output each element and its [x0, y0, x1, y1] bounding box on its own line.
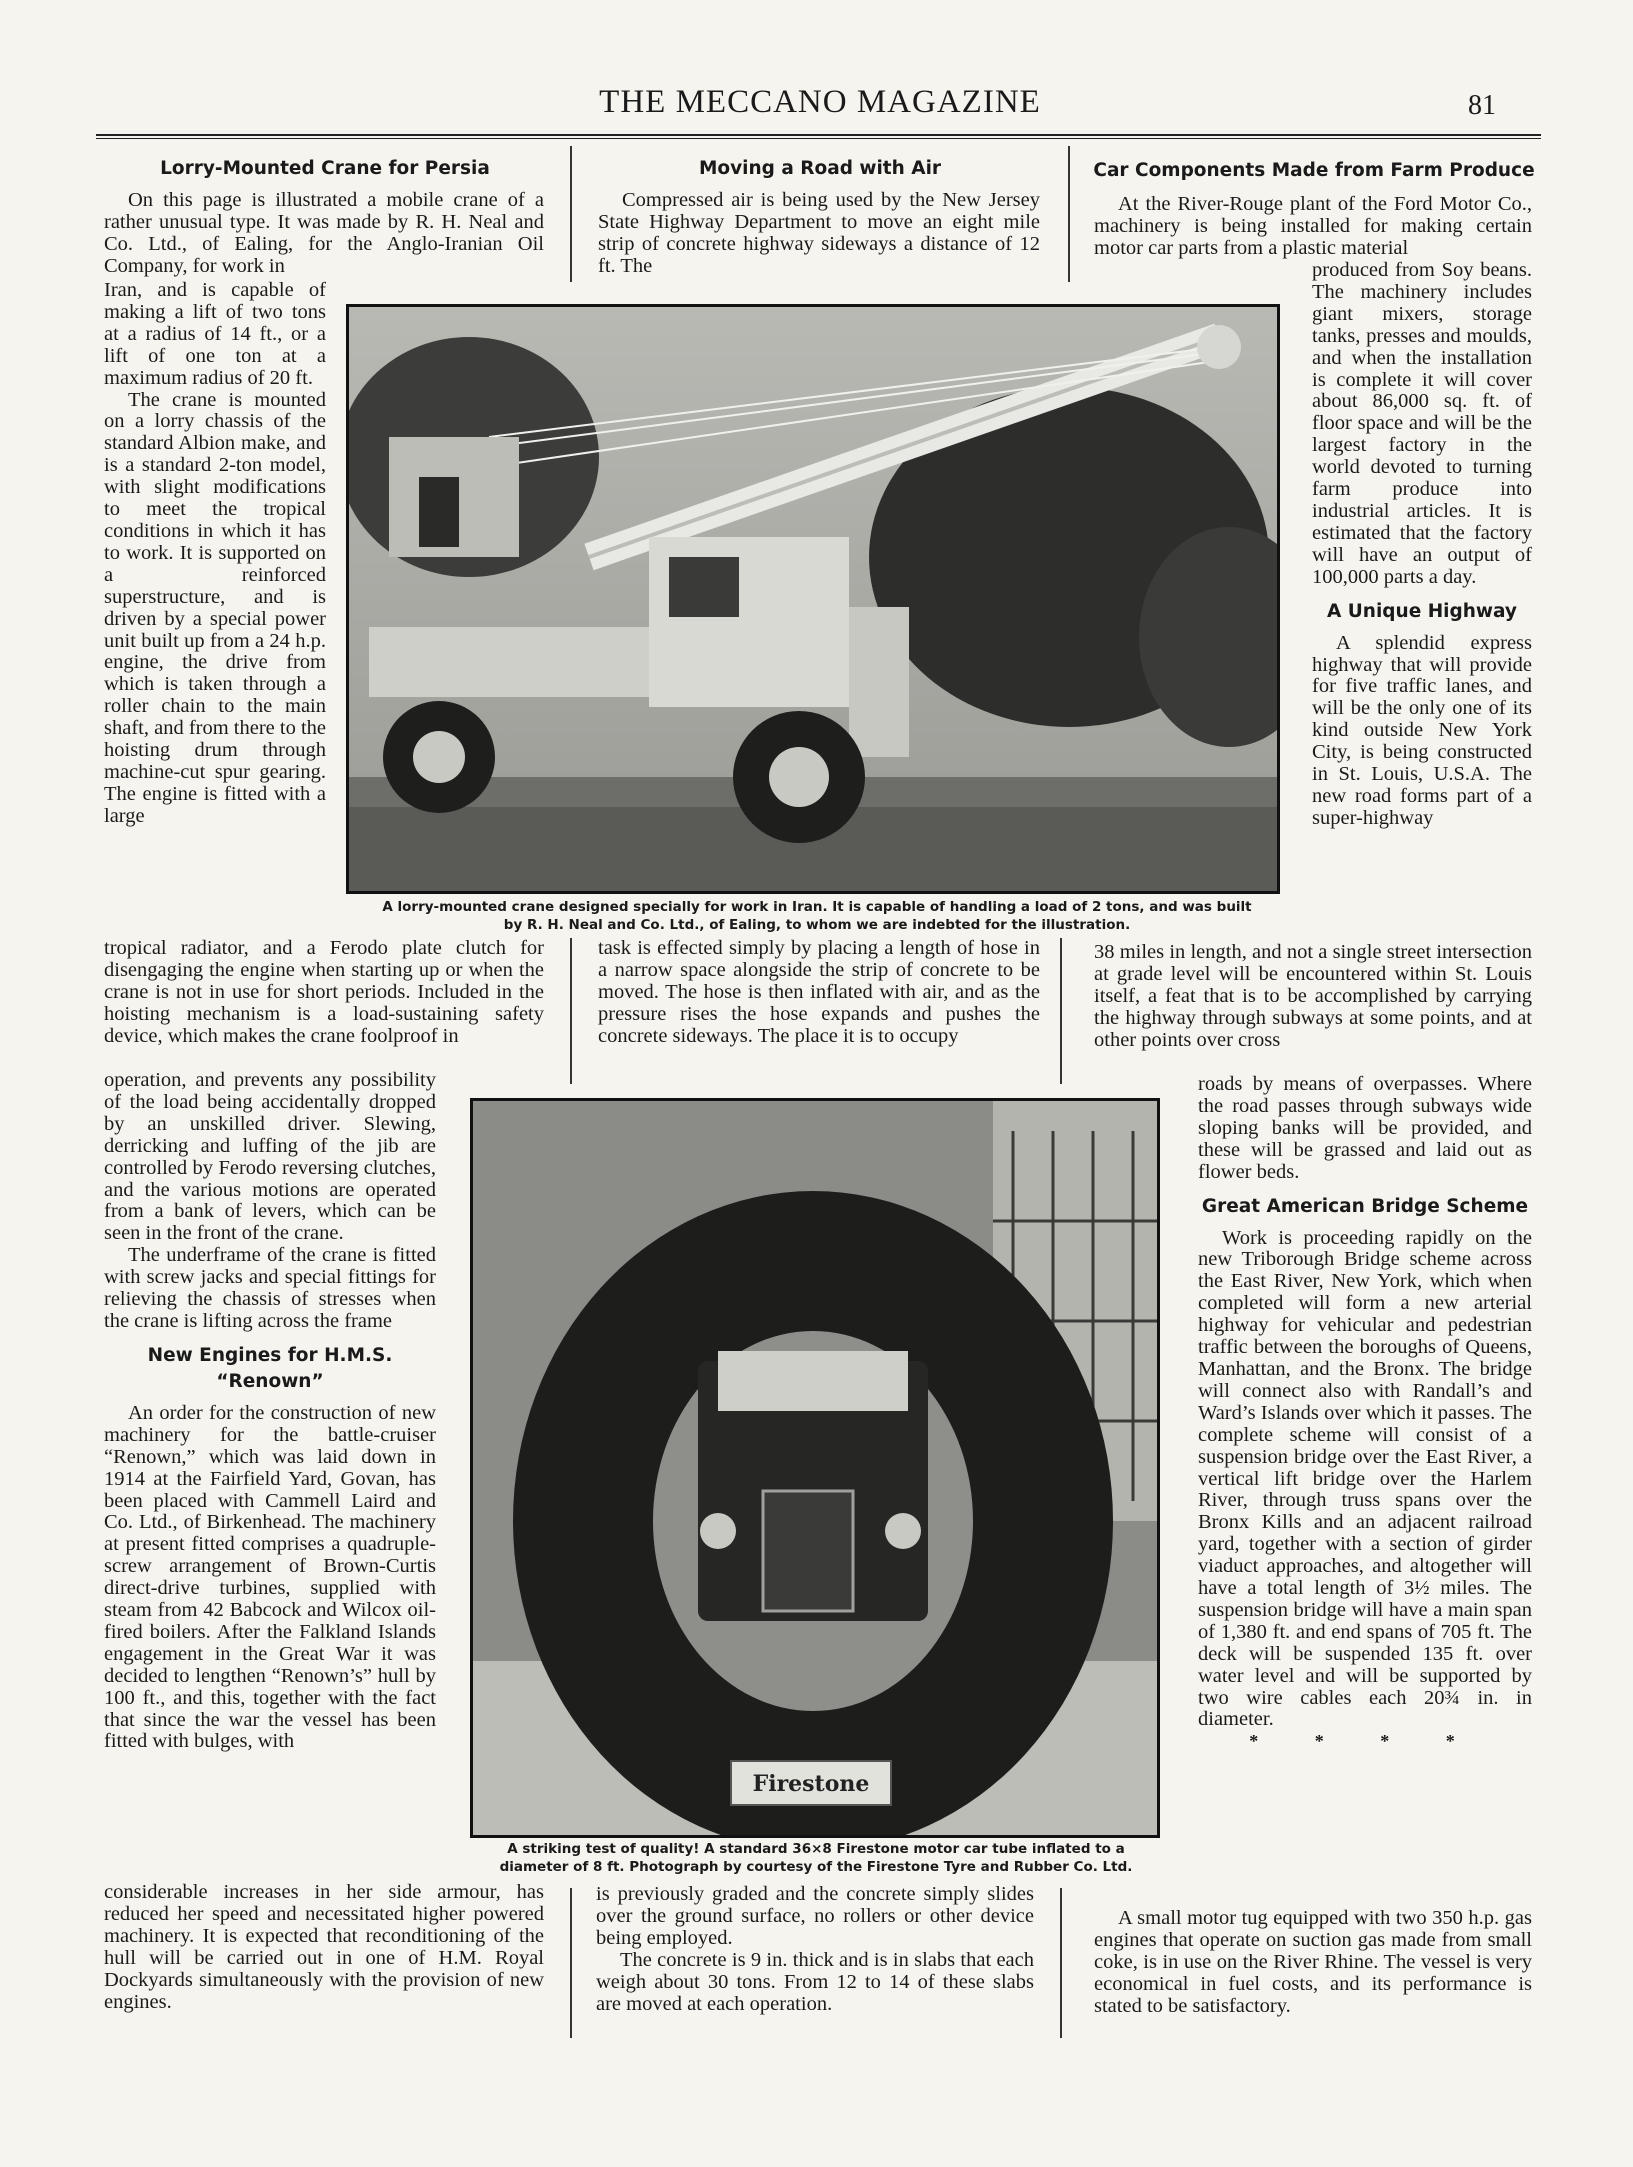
firestone-tube-image [473, 1101, 1157, 1835]
tube-caption: A striking test of quality! A standard 36×8 Firestone motor car tube inflated to a diameter of 8 ft. Photograph by courtesy of the Firestone Tyre and Rubber Co. Ltd. [499, 1841, 1133, 1875]
ford-paragraph-top: At the River-Rouge plant of the Ford Motor Co., machinery is being installed for making certain motor car parts from a plastic material [1094, 193, 1532, 259]
highway-article-title: A Unique Highway [1327, 600, 1517, 622]
crane-article-title: Lorry-Mounted Crane for Persia [160, 158, 490, 179]
column-divider [1068, 146, 1070, 282]
magazine-title: THE MECCANO MAGAZINE [599, 84, 1041, 120]
page-number: 81 [1468, 90, 1496, 121]
column-divider [570, 938, 572, 1084]
ford-article-title: Car Components Made from Farm Produce [1093, 160, 1535, 181]
renown-article-title: New Engines for H.M.S. “Renown” [147, 1344, 393, 1392]
column-divider [570, 146, 572, 282]
road-paragraph-mid: task is effected simply by placing a length of hose in a narrow space alongside the strip of concrete to be moved. The hose is then inflated with air, and as the pressure rises the hose expands and pushes the concrete sideways. The place it is to occupy [598, 937, 1040, 1047]
tube-photo [470, 1098, 1160, 1838]
column-divider [1060, 1888, 1062, 2038]
renown-paragraph-wide: considerable increases in her side armour, has reduced her speed and necessitated higher powered machinery. It is expected that reconditioning of the hull will be carried out in one of H.M. Royal Dockyards simultaneously with the provision of new engines. [104, 1881, 544, 2013]
firestone-label: Firestone [752, 1771, 870, 1797]
crane-paragraph-narrow2: operation, and prevents any possibility of the load being accidentally dropped by an unskilled driver. Slewing, derricking and luffing of the jib are controlled by Ferodo reversing clutches, and the various motions are operated from a bank of levers, which can be seen in the front of the crane. The underframe of the crane is fitted with screw jacks and special fittings for relieving the chassis of stresses when the crane is lifting across the frame New Engines for H.M.S. “Renown” An order for the construction of new machinery for the battle-cruiser “Renown,” which was laid down in 1914 at the Fairfield Yard, Govan, has been placed with Cammell Laird and Co. Ltd., of Birkenhead. The machinery at present fitted comprises a quadruple-screw arrangement of Brown-Curtis direct-drive turbines, supplied with steam from 42 Babcock and Wilcox oil-fired boilers. After the Falkland Islands engagement in the Great War it was decided to lengthen “Renown’s” hull by 100 ft., and this, together with the fact that since the war the vessel has been fitted with bulges, with [104, 1069, 436, 1753]
crane-caption: A lorry-mounted crane designed specially for work in Iran. It is capable of handling a load of 2 tons, and was built by R. H. Neal and Co. Ltd., of Ealing, to whom we are indebted for the illustration. [382, 899, 1252, 933]
bridge-article-title: Great American Bridge Scheme [1201, 1195, 1529, 1217]
highway-paragraph-wide: 38 miles in length, and not a single street intersection at grade level will be encountered within St. Louis itself, a feat that is to be accomplished by carrying the highway through subways at some points, and at other points over cross [1094, 941, 1532, 1051]
column-divider [570, 1888, 572, 2038]
section-separator: * * * * [1249, 1731, 1481, 1752]
ford-paragraph-narrow: produced from Soy beans. The machinery includes giant mixers, storage tanks, presses and moulds, and when the installation is complete it will cover about 86,000 sq. ft. of floor space and will be the largest factory in the world devoted to turning farm produce into industrial articles. It is estimated that the factory will have an output of 100,000 parts a day. A Unique Highway A splendid express highway that will provide for five traffic lanes, and will be the only one of its kind outside New York City, is being constructed in St. Louis, U.S.A. The new road forms part of a super-highway [1312, 259, 1532, 829]
header-rule [96, 134, 1541, 136]
road-article-title: Moving a Road with Air [698, 158, 942, 179]
crane-photo [346, 304, 1280, 894]
crane-paragraph-narrow: Iran, and is capable of making a lift of two tons at a radius of 14 ft., or a lift of one ton at a maximum radius of 20 ft. The crane is mounted on a lorry chassis of the standard Albion make, and is a standard 2-ton model, with slight modifications to meet the tropical conditions in which it has to work. It is supported on a reinforced superstructure, and is driven by a special power unit built up from a 24 h.p. engine, the drive from which is taken through a roller chain to the main shaft, and from there to the hoisting drum through machine-cut spur gearing. The engine is fitted with a large [104, 279, 327, 827]
tug-paragraph: A small motor tug equipped with two 350 h.p. gas engines that operate on suction gas made from small coke, is in use on the River Rhine. The vessel is very economical in fuel costs, and its performance is stated to be satisfactory. [1094, 1907, 1532, 2017]
header-rule-thin [96, 138, 1541, 139]
crane-lorry-image [349, 307, 1277, 891]
road-paragraph-top: Compressed air is being used by the New Jersey State Highway Department to move an eight mile strip of concrete highway sideways a distance of 12 ft. The [598, 189, 1040, 277]
crane-paragraph-top: On this page is illustrated a mobile crane of a rather unusual type. It was made by R. H. Neal and Co. Ltd., of Ealing, for the Anglo-Iranian Oil Company, for work in [104, 189, 544, 277]
road-paragraph-bottom: is previously graded and the concrete simply slides over the ground surface, no rollers or other device being employed. The concrete is 9 in. thick and is in slabs that each weigh about 30 tons. From 12 to 14 of these slabs are moved at each operation. [596, 1883, 1034, 2015]
highway-paragraph-narrow2: roads by means of overpasses. Where the road passes through subways wide sloping banks will be provided, and these will be grassed and laid out as flower beds. Great American Bridge Scheme Work is proceeding rapidly on the new Triborough Bridge scheme across the East River, New York, which when completed will form a new arterial highway for vehicular and pedestrian traffic between the boroughs of Queens, Manhattan, and the Bronx. The bridge will connect also with Randall’s and Ward’s Islands over which it passes. The complete scheme will consist of a suspension bridge over the East River, a vertical lift bridge over the Harlem River, through truss spans over the Bronx Kills and an adjacent railroad yard, together with a section of girder viaduct approaches, and altogether will have a total length of 3½ miles. The suspension bridge will have a main span of 1,380 ft. and end spans of 705 ft. The deck will be suspended 135 ft. over water level and will be supported by two wire cables each 20¾ in. in diameter. * * * * [1198, 1073, 1532, 1752]
crane-paragraph-wide: tropical radiator, and a Ferodo plate clutch for disengaging the engine when starting up or when the crane is not in use for short periods. Included in the hoisting mechanism is a load-sustaining safety device, which makes the crane foolproof in [104, 937, 544, 1047]
column-divider [1060, 938, 1062, 1084]
